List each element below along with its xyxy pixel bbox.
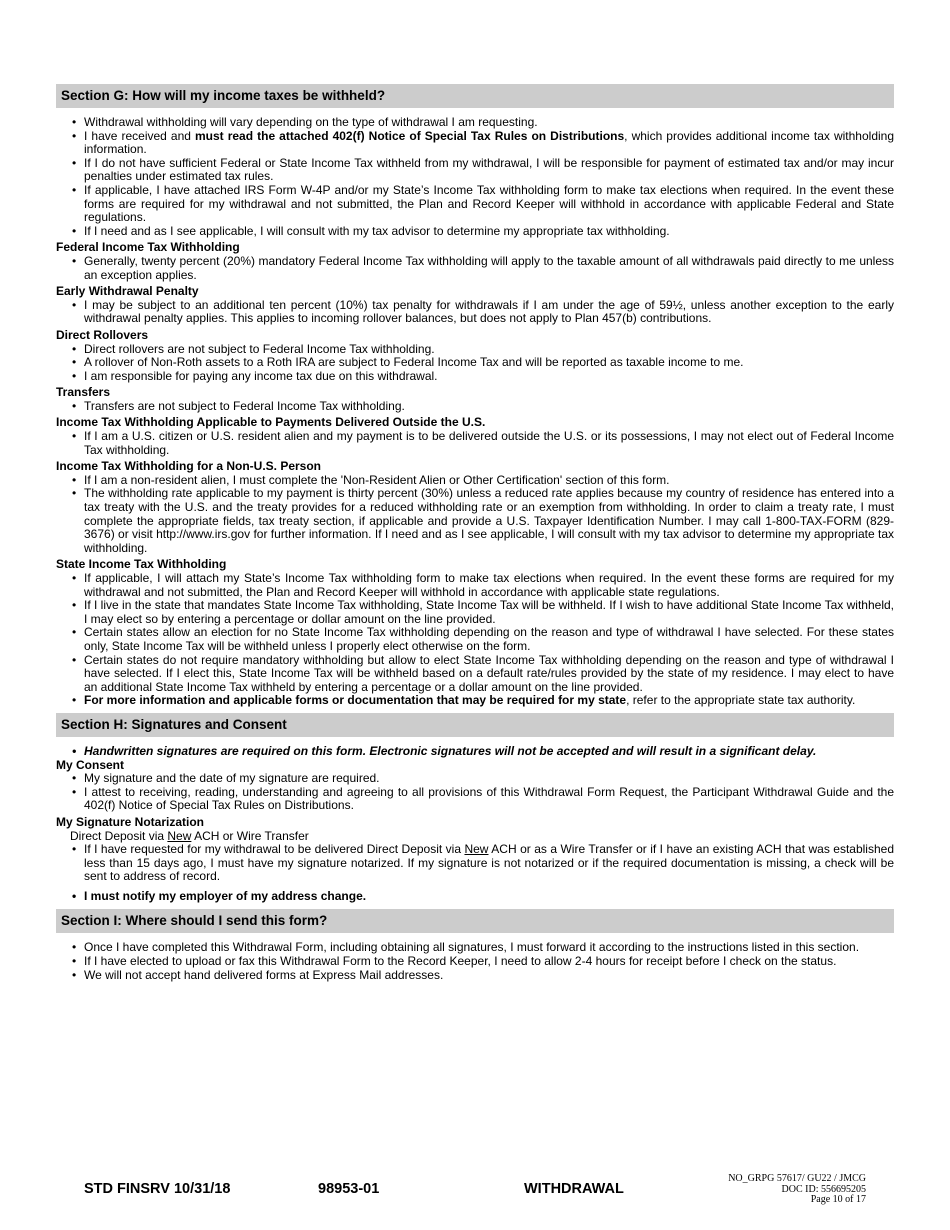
list-item bbox=[56, 694, 894, 708]
page-footer bbox=[0, 1172, 950, 1212]
list-item: • If applicable, I have attached IRS Form W-4P and/or my State’s Income Tax withholding form to make tax elections when required. In the event these forms are required for my withdrawal and not submitted, the Plan and Record Keeper will withhold in accordance with applicable Federal and State regulations. bbox=[56, 184, 894, 225]
underlined-text: New bbox=[167, 828, 192, 843]
list-item: • Certain states allow an election for no State Income Tax withholding depending on the reason and type of withdrawal I have selected. For these states only, State Income Tax will be withheld unless I properly elect otherwise on the form. bbox=[56, 626, 894, 653]
list-item: • If I do not have sufficient Federal or State Income Tax withheld from my withdrawal, I will be responsible for payment of estimated tax and/or may incur penalties under estimated tax rules. bbox=[56, 157, 894, 184]
send-form-list bbox=[56, 941, 894, 982]
text-segment: , refer to the appropriate state tax authority. bbox=[626, 693, 856, 708]
form-page bbox=[56, 84, 894, 982]
meta-doc-id: DOC ID: 556695205 bbox=[781, 1183, 866, 1195]
list-item: • Transfers are not subject to Federal Income Tax withholding. bbox=[56, 400, 894, 414]
list-item: • I attest to receiving, reading, understanding and agreeing to all provisions of this Withdrawal Form Request, the Participant Withdrawal Guide and the 402(f) Notice of Special Tax Rules on Distributions. bbox=[56, 786, 894, 813]
section-g-header: Section G: How will my income taxes be withheld? bbox=[56, 84, 894, 108]
section-g-intro-list bbox=[56, 116, 894, 238]
text-segment: ACH or as a Wire Transfer or if I have an existing ACH that was established less than 15 days ago, I must have my signature notarized. If my signature is not notarized or if the required documentation is missing, a check will be sent to address of record. bbox=[84, 842, 894, 884]
non-us-list bbox=[56, 474, 894, 556]
outside-us-heading: Income Tax Withholding Applicable to Payments Delivered Outside the U.S. bbox=[56, 415, 486, 430]
list-item: • Generally, twenty percent (20%) mandatory Federal Income Tax withholding will apply to the taxable amount of all withdrawals paid directly to me unless an exception applies. bbox=[56, 255, 894, 282]
text-segment: ACH or Wire Transfer bbox=[191, 828, 309, 843]
page-number: Page 10 of 17 bbox=[810, 1194, 866, 1205]
non-us-person-heading: Income Tax Withholding for a Non-U.S. Person bbox=[56, 459, 322, 474]
consent-list bbox=[56, 772, 894, 813]
direct-rollovers-heading: Direct Rollovers bbox=[56, 327, 149, 342]
list-item: • I must notify my employer of my address change. bbox=[56, 890, 894, 904]
list-item: • We will not accept hand delivered forms at Express Mail addresses. bbox=[56, 969, 894, 983]
list-item bbox=[56, 843, 894, 884]
form-type: WITHDRAWAL bbox=[524, 1181, 624, 1197]
text-segment: , which provides additional income tax withholding information. bbox=[84, 128, 895, 157]
direct-deposit-line bbox=[56, 830, 894, 844]
notice-emphasis: must read the attached 402(f) Notice of Special Tax Rules on Distributions bbox=[194, 128, 625, 143]
federal-list bbox=[56, 255, 894, 282]
rollovers-list bbox=[56, 343, 894, 384]
text-segment: I have received and bbox=[84, 128, 195, 143]
list-item bbox=[56, 130, 894, 157]
list-item: • If I need and as I see applicable, I will consult with my tax advisor to determine my appropriate tax withholding. bbox=[56, 225, 894, 239]
list-item: • If applicable, I will attach my State’s Income Tax withholding form to make tax elections when required. In the event these forms are required for my withdrawal and not submitted, the Plan and Record Keeper will withhold in accordance with applicable state regulations. bbox=[56, 572, 894, 599]
early-withdrawal-heading: Early Withdrawal Penalty bbox=[56, 284, 199, 299]
text-segment: Direct Deposit via bbox=[70, 828, 168, 843]
list-item: • If I live in the state that mandates State Income Tax withholding, State Income Tax will be withheld. If I wish to have additional State Income Tax withheld, I may elect so by entering a percentage or dollar amount on the line provided. bbox=[56, 599, 894, 626]
signature-required-list bbox=[56, 745, 894, 759]
list-item: • A rollover of Non-Roth assets to a Roth IRA are subject to Federal Income Tax and will be reported as taxable income to me. bbox=[56, 356, 894, 370]
outside-us-list bbox=[56, 430, 894, 457]
transfers-heading: Transfers bbox=[56, 385, 111, 400]
list-item: • Once I have completed this Withdrawal Form, including obtaining all signatures, I must forward it according to the instructions listed in this section. bbox=[56, 941, 894, 955]
form-id: STD FINSRV 10/31/18 bbox=[84, 1181, 231, 1197]
list-item: • If I have elected to upload or fax this Withdrawal Form to the Record Keeper, I need to allow 2-4 hours for receipt before I check on the status. bbox=[56, 955, 894, 969]
list-item: • Direct rollovers are not subject to Federal Income Tax withholding. bbox=[56, 343, 894, 357]
list-item: • I am responsible for paying any income tax due on this withdrawal. bbox=[56, 370, 894, 384]
transfers-list bbox=[56, 400, 894, 414]
list-item: • The withholding rate applicable to my payment is thirty percent (30%) unless a reduced rate applies because my country of residence has entered into a tax treaty with the U.S. and the treaty provides for a reduced withholding rate or an exemption from withholding. In order to claim a treaty rate, I must complete the appropriate fields, tax treaty section, if applicable and provide a U.S. Taxpayer Identification Number. I may call 1-800-TAX-FORM (829-3676) or visit http://www.irs.gov for further information. If I need and as I see applicable, I will consult with my tax advisor to determine my appropriate tax withholding. bbox=[56, 487, 894, 555]
my-consent-heading: My Consent bbox=[56, 757, 125, 772]
section-h-header: Section H: Signatures and Consent bbox=[56, 713, 894, 737]
state-list bbox=[56, 572, 894, 708]
state-info-emphasis: For more information and applicable forms or documentation that may be required for my state bbox=[84, 693, 627, 708]
notarization-heading: My Signature Notarization bbox=[56, 814, 205, 829]
form-code: 98953-01 bbox=[318, 1181, 380, 1197]
section-i-header: Section I: Where should I send this form? bbox=[56, 909, 894, 933]
underlined-text: New bbox=[464, 842, 489, 857]
list-item: • Withdrawal withholding will vary depending on the type of withdrawal I am requesting. bbox=[56, 116, 894, 130]
notarization-list bbox=[56, 843, 894, 903]
text-segment: If I have requested for my withdrawal to be delivered Direct Deposit via bbox=[84, 842, 465, 857]
meta-group-code: NO_GRPG 57617/ GU22 / JMCG bbox=[728, 1173, 866, 1184]
list-item: • If I am a U.S. citizen or U.S. resident alien and my payment is to be delivered outside the U.S. or its possessions, I may not elect out of Federal Income Tax withholding. bbox=[56, 430, 894, 457]
list-item: • My signature and the date of my signature are required. bbox=[56, 772, 894, 786]
document-meta bbox=[728, 1174, 866, 1206]
list-item: • Certain states do not require mandatory withholding but allow to elect State Income Tax withholding depending on the reason and type of withdrawal I have selected. If I elect this, State Income Tax will be withheld based on a default rate/rules provided by the state of my residence. I may elect to have an additional State Income Tax withheld by entering a percentage or a dollar amount on the line provided. bbox=[56, 654, 894, 695]
list-item: • I may be subject to an additional ten percent (10%) tax penalty for withdrawals if I am under the age of 59½, unless another exception to the early withdrawal penalty applies. This applies to incoming rollover balances, but does not apply to Plan 457(b) contributions. bbox=[56, 299, 894, 326]
list-item: • If I am a non-resident alien, I must complete the 'Non-Resident Alien or Other Certification' section of this form. bbox=[56, 474, 894, 488]
early-list bbox=[56, 299, 894, 326]
state-withholding-heading: State Income Tax Withholding bbox=[56, 557, 227, 572]
list-item: • Handwritten signatures are required on this form. Electronic signatures will not be accepted and will result in a significant delay. bbox=[56, 745, 894, 759]
federal-withholding-heading: Federal Income Tax Withholding bbox=[56, 240, 240, 255]
